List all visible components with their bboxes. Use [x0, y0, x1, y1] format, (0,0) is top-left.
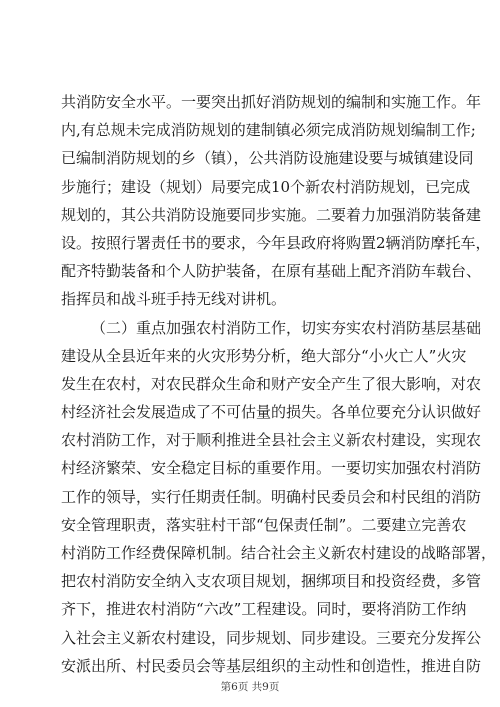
text-line: 指挥员和战斗班手持无线对讲机。	[61, 290, 287, 309]
text-line: 把农村消防安全纳入支农项目规划，捆绑项目和投资经费，多管	[61, 572, 482, 591]
text-line: 齐下，推进农村消防“六改”工程建设。同时，要将消防工作纳	[61, 600, 467, 619]
text-line: 农村消防工作，对于顺利推进全县社会主义新农村建设，实现农	[61, 431, 482, 450]
text-line: 设。按照行署责任书的要求，今年县政府将购置2辆消防摩托车，	[61, 233, 491, 252]
text-line: 规划的，其公共消防设施要同步实施。二要着力加强消防装备建	[61, 205, 482, 224]
text-line: 入社会主义新农村建设，同步规划、同步建设。三要充分发挥公	[61, 628, 482, 647]
section-heading-line: （二）重点加强农村消防工作，切实夯实农村消防基层基础	[91, 318, 482, 337]
text-line: 工作的领导，实行任期责任制。明确村民委员会和村民组的消防	[61, 487, 482, 506]
text-line: 内,有总规未完成消防规划的建制镇必须完成消防规划编制工作;	[61, 121, 476, 140]
text-line: 安派出所、村民委员会等基层组织的主动性和创造性，推进自防	[61, 656, 482, 675]
text-line: 建设从全县近年来的火灾形势分析，绝大部分“小火亡人”火灾	[61, 346, 467, 365]
text-line: 村经济繁荣、安全稳定目标的重要作用。一要切实加强农村消防	[61, 459, 482, 478]
text-line: 已编制消防规划的乡（镇），公共消防设施建设要与城镇建设同	[61, 149, 474, 168]
text-line: 步施行；建设（规划）局要完成10个新农村消防规划，已完成	[61, 177, 471, 196]
text-line: 共消防安全水平。一要突出抓好消防规划的编制和实施工作。年	[61, 93, 482, 111]
text-line: 村消防工作经费保障机制。结合社会主义新农村建设的战略部署，	[61, 544, 497, 562]
text-line: 村经济社会发展造成了不可估量的损失。各单位要充分认识做好	[61, 403, 482, 422]
text-line: 发生在农村，对农民群众生命和财产安全产生了很大影响，对农	[61, 374, 482, 393]
text-line: 配齐特勤装备和个人防护装备，在原有基础上配齐消防车载台、	[61, 262, 482, 281]
text-line: 安全管理职责，落实驻村干部“包保责任制”。二要建立完善农	[61, 515, 467, 534]
body-text	[61, 88, 497, 680]
page-number: 第6页 共9页	[220, 681, 280, 693]
